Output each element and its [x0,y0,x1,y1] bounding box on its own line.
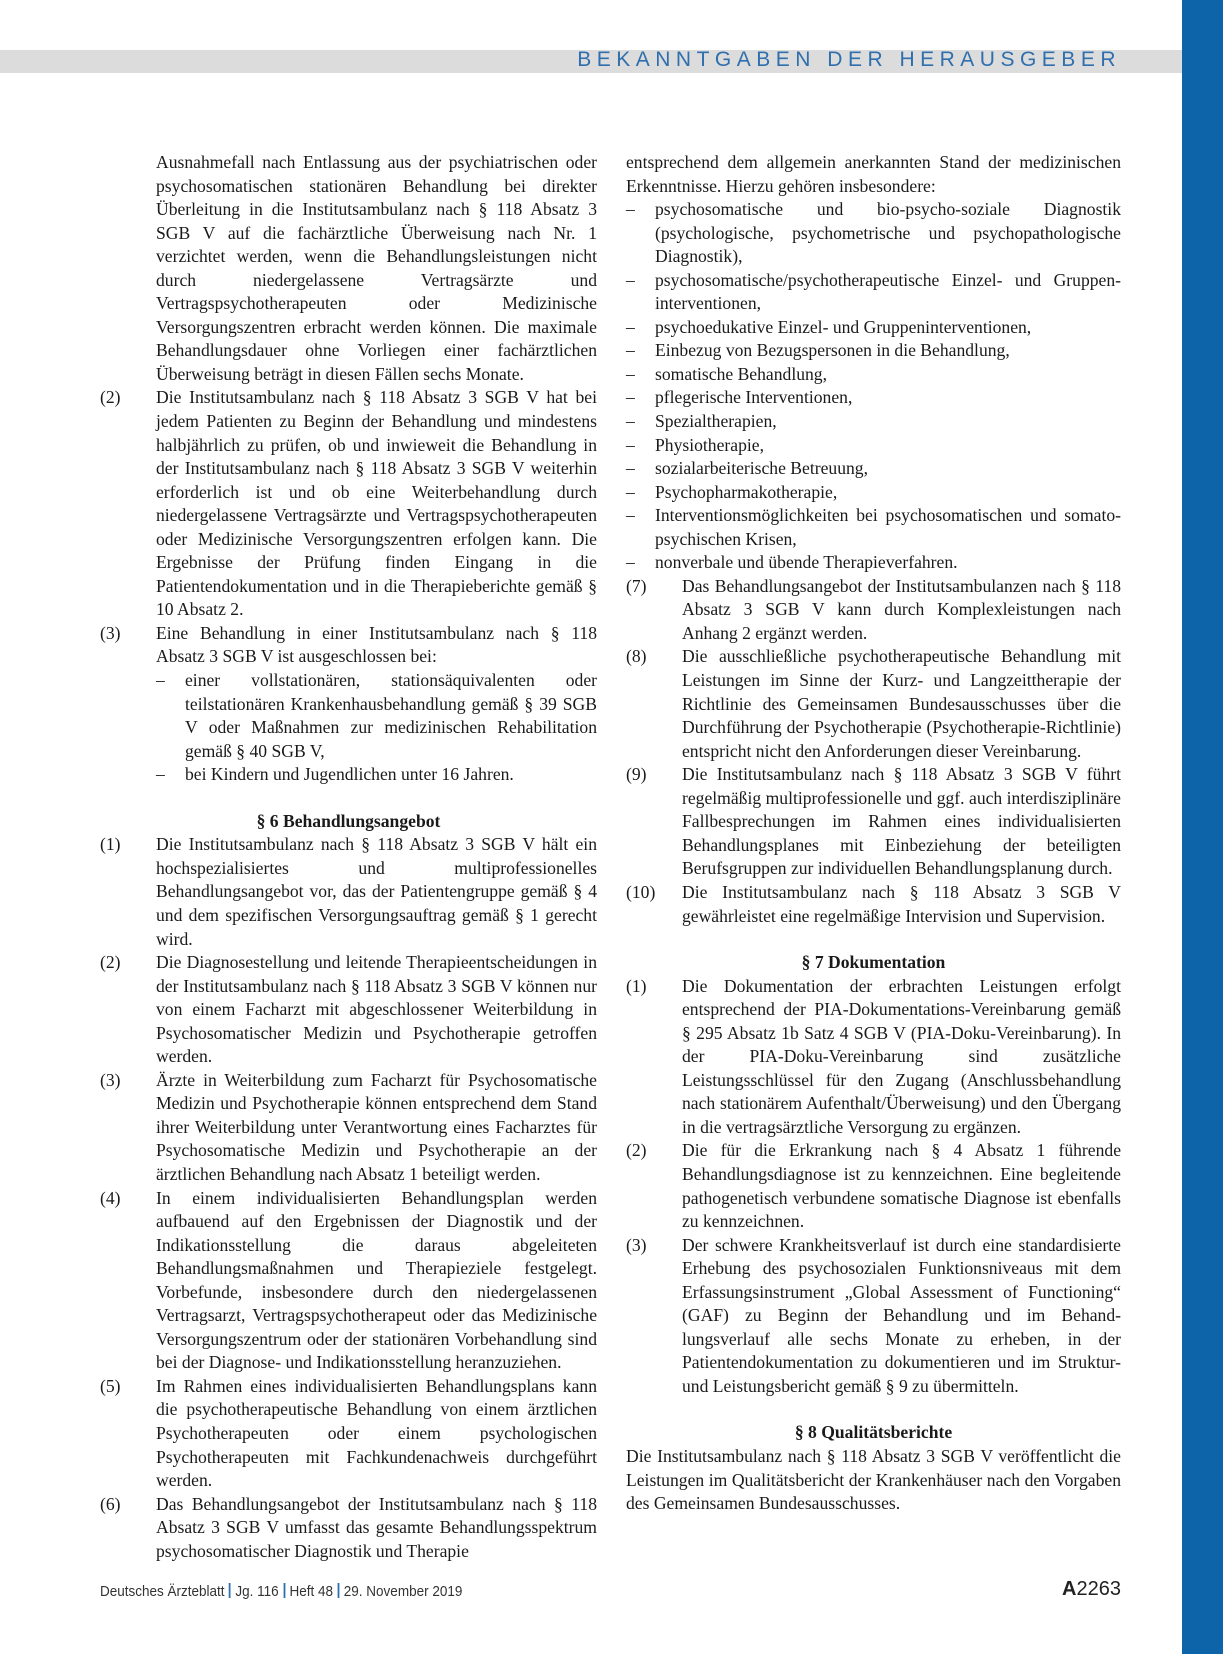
paragraph-text: Die für die Erkrankung nach § 4 Absatz 1 führende Behandlungsdiagnose ist zu kennzeichnen. Eine begleitende pathogenetisch verbundene somatische Diagnose ist ebenfalls zu kennzeichnen. [682,1140,1121,1232]
paragraph-7-1 [626,975,1121,1140]
paragraph-number: (2) [100,387,121,408]
list-item: – Psychopharmakotherapie, [626,481,1121,505]
section-heading: § 8 Qualitätsberichte [794,1422,953,1443]
paragraph-number: (1) [626,975,647,996]
paragraph-number: (2) [100,952,121,973]
volume: Jg. 116 [235,1583,279,1600]
paragraph-8: Die Institutsambulanz nach § 118 Absatz 3 SGB V veröffentlicht die Leistungen im Qualitätsbericht der Krankenhäuser nach den Vorgaben des Gemeinsamen Bundesausschusses. [626,1445,1121,1514]
paragraph-number: (7) [626,575,647,596]
journal-name: Deutsches Ärzteblatt [100,1583,225,1600]
list-item: – psychosomatische/psychotherapeutische Einzel- und Gruppen-interventionen, [626,269,1121,316]
paragraph-number: (3) [626,1234,647,1255]
paragraph-continuation: Ausnahmefall nach Entlassung aus der psychiatrischen oder psychosomatischen stationären Behandlung bei direkter Überleitung in die Institutsambulanz nach § 118 Absatz 3 SGB V auf die fachärztliche Überweisung nach Nr. 1 verzichtet werden, wenn die Behandlungsleistungen nicht durch niedergelassene Vertragsärzte und Vertragspsychotherapeuten oder Medizinische Versorgungszentren erbracht werden können. Die maximale Behandlungsdauer ohne Vorliegen einer fachärztlichen Überweisung beträgt in diesen Fällen sechs Monate. [156,152,597,384]
paragraph-5-2 [100,386,597,621]
paragraph-number: (10) [626,881,656,902]
list-item: – somatische Behandlung, [626,363,1121,387]
paragraph-6-8 [626,645,1121,763]
page-prefix: A [1062,1578,1077,1600]
paragraph-number: (4) [100,1187,121,1208]
paragraph-text: Das Behandlungsangebot der Institutsambulanz nach § 118 Absatz 3 SGB V umfasst das gesamte Behandlungsspektrum psychosomatischer Diagnostik und Therapie [156,1493,597,1561]
section-heading: § 7 Dokumentation [801,952,946,973]
paragraph-text: Die Dokumentation der erbrachten Leistungen erfolgt entsprechend der PIA-Dokumentations-Vereinbarung gemäß § 295 Absatz 1b Satz 4 SGB V (PIA-Doku-Vereinbarung). In der PIA-Doku-Vereinbarung sind zusätzliche Leistungsschlüssel für den Zugang (Anschlussbehandlung nach stationärem Aufenthalt/Überweisung) und den Übergang in die vertragsärztliche Versorgung zu ergänzen. [682,975,1121,1137]
paragraph-7-3 [626,1234,1121,1399]
dash-bullet: – [626,411,635,432]
paragraph-text: Eine Behandlung in einer Institutsambulanz nach § 118 Absatz 3 SGB V ist ausgeschlossen bei: [156,622,597,667]
paragraph-text: Die Institutsambulanz nach § 118 Absatz 3 SGB V hat bei jedem Patienten zu Beginn der Behandlung und mindestens halbjährlich zu prüfen, ob und inwieweit die Behandlung in der Institutsambulanz nach § 118 Absatz 3 SGB V weiterhin erforderlich ist und ob eine Weiterbehandlung durch niedergelassene Vertragsärzte und Vertragspsychotherapeuten oder Medizinische Versorgungszentren erfolgen kann. Die Ergebnisse der Prüfung finden Eingang in die Patientendokumentation und in die Therapieberichte gemäß § 10 Absatz 2. [156,387,597,620]
separator [337,1583,339,1598]
list-item: – Spezialtherapien, [626,410,1121,434]
dash-bullet: – [626,269,635,290]
paragraph-text: Die ausschließliche psychotherapeutische Behandlung mit Leistungen im Sinne der Kurz- und Langzeittherapie der Richtlinie des Gemeinsamen Bundesausschusses über die Durchführung der Psychotherapie (Psychotherapie-Richtlinie) entspricht nicht den Anforderungen dieser Vereinbarung. [682,646,1121,761]
paragraph-number: (9) [626,764,647,785]
paragraph-number: (1) [100,834,121,855]
paragraph-6-9 [626,763,1121,881]
dash-bullet: – [626,434,635,455]
issue-date: 29. November 2019 [343,1583,463,1600]
paragraph-6-6 [100,1493,597,1564]
list-item: – psychosomatische und bio-psycho-soziale Diagnostik (psychologische, psychometrische und psychopathologische Diagnostik), [626,198,1121,269]
paragraph-text: Die Institutsambulanz nach § 118 Absatz 3 SGB V gewährleistet eine regelmäßige Intervision und Supervision. [682,881,1121,926]
list-item: – pflegerische Interventionen, [626,386,1121,410]
paragraph-number: (8) [626,646,647,667]
list-item: – einer vollstationären, stationsäquivalenten oder teilstationären Krankenhausbehandlung gemäß § 39 SGB V oder Maßnahmen zur medizinischen Rehabilitation gemäß § 40 SGB V, [156,669,597,763]
paragraph-7-2 [626,1139,1121,1233]
page-number [1062,1578,1121,1601]
paragraph-5-3 [100,622,597,787]
paragraph-6-5 [100,1375,597,1493]
paragraph-continuation: entsprechend dem allgemein anerkannten Stand der medizinischen Erkenntnisse. Hierzu gehören insbesondere: [626,152,1121,196]
list-item: – nonverbale und übende Therapieverfahren. [626,551,1121,575]
list-item: – sozialarbeiterische Betreuung, [626,457,1121,481]
paragraph-6-10 [626,881,1121,928]
dash-bullet: – [626,340,635,361]
paragraph-6-3 [100,1069,597,1187]
paragraph-number: (3) [100,622,121,643]
paragraph-text: Die Diagnosestellung und leitende Therapieentscheidungen in der Institutsambulanz nach § 118 Absatz 3 SGB V können nur von einem Facharzt mit abgeschlossener Weiterbildung in Psychosomatischer Medizin und Psychotherapie getroffen werden. [156,952,597,1067]
dash-bullet: – [626,481,635,502]
paragraph-6-7 [626,575,1121,646]
separator [283,1583,285,1598]
side-color-bar [1182,0,1223,1654]
page-number-value: 2263 [1076,1578,1121,1600]
dash-bullet: – [626,458,635,479]
list-item: – Einbezug von Bezugspersonen in die Behandlung, [626,339,1121,363]
paragraph-text: Der schwere Krankheitsverlauf ist durch eine standardisierte Erhebung des psychosozialen Funktionsniveaus mit dem Erfassungsinstrument „Global Assessment of Functioning“ (GAF) zu Beginn der Behandlung und im Behand-lungsverlauf alle sechs Monate zu erheben, in der Patientendokumentation zu dokumentieren und im Struktur- und Leistungsbericht gemäß § 9 zu übermitteln. [682,1234,1121,1396]
paragraph-text: Das Behandlungsangebot der Institutsambulanzen nach § 118 Absatz 3 SGB V kann durch Komplexleistungen nach Anhang 2 ergänzt werden. [682,575,1121,643]
section-heading: § 6 Behandlungsangebot [256,810,441,831]
dash-bullet: – [626,387,635,408]
page-footer [100,1583,462,1600]
left-column [100,151,597,1563]
dash-bullet: – [626,552,635,573]
paragraph-number: (2) [626,1140,647,1161]
dash-bullet: – [156,764,165,785]
list-item: – bei Kindern und Jugendlichen unter 16 Jahren. [156,763,597,787]
paragraph-6-2 [100,951,597,1069]
paragraph-text: Ärzte in Weiterbildung zum Facharzt für Psychosomatische Medizin und Psychotherapie können entsprechend dem Stand ihrer Weiterbildung unter Verantwortung eines Facharztes für Psychosomatische Medizin und Psychotherapie an der ärztlichen Behandlung nach Absatz 1 beteiligt werden. [156,1069,597,1184]
paragraph-number: (6) [100,1493,121,1514]
dash-bullet: – [156,670,165,691]
paragraph-6-4 [100,1187,597,1375]
paragraph-number: (3) [100,1069,121,1090]
paragraph-text: Im Rahmen eines individualisierten Behandlungsplans kann die psychotherapeutische Behandlung von einem ärztlichen Psychotherapeuten oder einem psychologischen Psychotherapeuten mit Fachkundenachweis durchgeführt werden. [156,1375,597,1491]
list-item: – Interventionsmöglichkeiten bei psychosomatischen und somato-psychischen Krisen, [626,504,1121,551]
list-item: – Physiotherapie, [626,434,1121,458]
dash-bullet: – [626,316,635,337]
paragraph-number: (5) [100,1375,121,1396]
right-column [626,151,1121,1516]
issue: Heft 48 [289,1583,333,1600]
list-item: – psychoedukative Einzel- und Gruppeninterventionen, [626,316,1121,340]
section-header: BEKANNTGABEN DER HERAUSGEBER [577,48,1121,71]
dash-bullet: – [626,505,635,526]
separator [229,1583,231,1598]
paragraph-text: Die Institutsambulanz nach § 118 Absatz 3 SGB V führt regelmäßig multiprofessionelle und ggf. auch interdisziplinäre Fallbesprechungen im Rahmen eines individualisierten Behandlungsplanes mit Einbeziehung der beteiligten Berufsgruppen zur individuellen Behandlungsplanung durch. [682,764,1121,879]
paragraph-text: Die Institutsambulanz nach § 118 Absatz 3 SGB V hält ein hochspezialisiertes und multiprofessionelles Behandlungsangebot vor, das der Patientengruppe gemäß § 4 und dem spezifischen Versorgungsauftrag gemäß § 1 gerecht wird. [156,834,597,949]
dash-bullet: – [626,199,635,220]
paragraph-6-1 [100,833,597,951]
paragraph-text: In einem individualisierten Behandlungsplan werden aufbauend auf den Ergebnissen der Diagnostik und der Indikationsstellung die daraus abgeleiteten Behandlungsmaßnahmen und Therapieziele festgelegt. Vorbefunde, insbesondere durch den niedergelassenen Vertragsarzt, Vertragspsychotherapeut oder das Medizinische Versorgungszentrum oder der stationären Vorbehandlung sind bei der Diagnose- und Indikationsstellung heranzuziehen. [156,1187,597,1373]
dash-bullet: – [626,363,635,384]
